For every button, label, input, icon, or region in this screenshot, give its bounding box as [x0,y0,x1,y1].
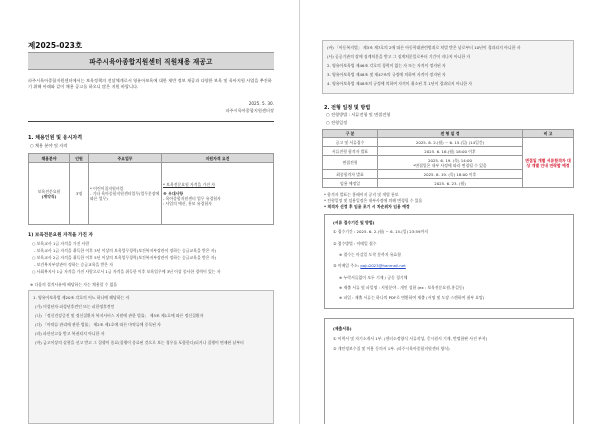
col-header-schedule: 전 형 일 정 [378,130,523,138]
col-header-count: 인원 [70,154,89,163]
disqualification-item: (가) 미성년자·피성년후견인 또는 피한정후견인 [35,304,115,309]
schedule-note: * 합격자 발표는 홈페이지 공지 및 개별 통보 [324,192,399,197]
schedule-date-cell [378,156,523,170]
application-note: ※ 제출 서류 및 파일명 : 지원분야 - 개인 성함 (ex : 보육전문요원-홍길동) [339,285,465,290]
organization-name: 파주시육아종합지원센터장 [225,108,274,113]
document-item: ② 개인정보수집 및 이용 동의서 1부. (파주시육아종합지원센터 양식) [333,346,450,351]
schedule-stage: 최종합격자 발표 [323,170,378,179]
duties-cell [89,163,162,225]
col-header-qualifications: 지원자격 요건 [162,154,274,163]
disqualification-title: ※ 다음의 결격사유에 해당하는 자는 채용할 수 없음 [30,282,118,287]
qualification-line: ○ 사회복지사 1급 자격을 가진 사람으로서 1급 자격을 취득한 이후 보육업무에 3년 이상 종사한 경력이 있는 자 [32,269,221,274]
documents-box [324,318,574,424]
disqualification-item: 1. 영유아보육법 제20조 각호의 어느 하나에 해당하는 자 [33,295,130,300]
schedule-stage: 서류전형 합격자 발표 [323,147,378,156]
schedule-subtitle: ○ 전형일정 [326,120,348,125]
schedule-date: 2025. 6. 19. (목) 18:00 이후 [378,170,523,179]
divider [28,121,274,122]
col-header-category: 구 분 [323,130,378,138]
schedule-date: 2025. 6. 2.(월) ~ 6. 15.(일) (14일간) [378,138,523,147]
preference-line: - 육아종합지원센터 업무 유경험자 [163,195,221,201]
qualification-title: 1) 보육전문요원 자격을 가진 자 [28,233,93,238]
application-box [324,214,574,309]
preference-title: ※ 우대사항 [163,190,184,196]
qualifications-cell [162,163,274,225]
qualification-line: - 보건복지부장관이 정하는 승급교육을 받은 자 [34,262,113,267]
disqualification-item: (마) 금고이상의 실형을 선고 받고 그 집행이 종료(집행이 종료된 것으로 보는 경우를 포함한다)되거나 집행이 면제된 날부터 [35,340,244,345]
schedule-stage: 임용 예정일 [323,179,378,188]
disqualification-item: 4. 영유아보육법 제48조의 규정에 의하여 자격이 취소된 후 1년이 경과되지 아니한 자 [327,81,473,86]
schedule-date: 2025. 6. 19. (목) 14:00 [428,157,472,163]
disqualification-item: (바) 「아동복지법」 제3조 제7호의 2에 따른 아동학대관련범죄로 처벌 받은 날로부터 10년이 경과되지 아니한 자 [327,45,521,50]
schedule-date: 2025. 6. 16.(월) 18:00 이후 [378,147,523,156]
schedule-table [322,129,574,188]
disqualification-item: (다) 「마약류 관리에 관한 법률」 제2조 제1호에 따른 마약류에 중독된 자 [35,322,161,327]
email-link[interactable]: paju2023@hanmail.net [360,263,406,268]
schedule-remark: 면접일 개별 서류합격자 대상 개별 안내 연락할 예정 [523,138,574,188]
recruit-table [28,153,274,225]
field-type: (계약직) [41,193,57,199]
duty-line: - 기타 육아종합지원센터업무(업무분장에 따른 업무) [90,191,160,201]
document-item: ① 이력서 및 자기소개서 1부. (센터소정양식 서류작성, 응시원서 기재, 반명함판 사진 부착) [333,336,488,341]
documents-title: (제출서류) [333,326,352,331]
col-header-field: 채용분야 [29,154,70,163]
screening-method: ○ 전형방법 : 서류전형 및 면접전형 [326,112,391,117]
field-name: 보육전문요원 [37,188,61,194]
duty-line: * 어린이집지원사업 [90,186,124,191]
schedule-note: * 전형일정 및 임용일정은 내부사정에 의해 변경될 수 있음 [324,198,423,203]
schedule-date: 2025. 6. 23. (월) [378,179,523,188]
disqualification-continued-box [322,40,574,94]
application-line: ② 접수방법 : 이메일 접수 [333,241,377,246]
qualification-line: ○ 보육교사 1급 자격을 가진 사람 [32,241,90,246]
document-title: 파주시육아종합지원센터 직원채용 재공고 [28,52,274,70]
application-note: ※ 접수는 마감일 도착 분까지 유효함 [339,252,402,257]
disqualification-box [28,290,274,424]
preference-line: : 사업의 예산, 홍보 유경험자 [163,200,212,206]
col-header-duties: 주요업무 [89,154,162,163]
qualification-line: * 보육전문요원 자격을 가진 자 [163,181,215,187]
disqualification-item: (라) 파산선고를 받고 복권되지 아니한 자 [35,331,105,336]
email-label: ③ 이메일 주소: [333,263,361,268]
application-note: ※ 누락서류없이 모두 기재 / 공동 경기체 [339,275,408,280]
qualification-line: ○ 보육교사 2급 자격을 취득한 이후 5년 이상의 보육업무경력(보건복지부장관이 정하는 승급교육을 받은 자) [32,255,217,260]
intro-paragraph: 파주시육아종합지원센터에서는 보육정책의 전달체계로서 영유아보육에 대한 제반 정보 제공과 다양한 보육 및 육아지원 사업을 추진하기 위해 아래와 같이 채용 공고를 하오니 많은 지원 바랍니다. [28,78,272,90]
schedule-note: *면접일은 내부 사정에 따라 변경될 수 있음 [413,162,487,168]
section-1-subtitle: ○ 채용 분야 및 자격 [30,143,68,148]
section-1-title: 1. 채용인원 및 응시자격 [28,135,83,141]
disqualification-item: 3. 영유아보육법 제48조 및 제47조의 규정에 의하여 자격이 정지된 자 [327,72,446,77]
application-note: ※ 파일 : 제출 서류는 하나의 PDF로 변환하여 제출 (서명 및 도장 스캔하여 첨부 요망) [339,295,485,300]
document-number: 제2025-023호 [28,41,83,50]
announcement-date: 2025. 5. 30. [248,101,274,106]
section-2-title: 2. 전형 일정 및 방법 [324,105,371,111]
disqualification-item: 2. 영유아보육법 제46조 각호의 경력이 없는 자 또는 자격이 정지된 자 [327,63,446,68]
disqualification-item: (나) 「정신건강증진 및 정신질환자 복지서비스 지원에 관한 법률」 제3조 제1호에 따른 정신질환자 [35,313,204,318]
count-cell: 3명 [70,163,89,225]
schedule-stage: 공고 및 서류접수 [323,138,378,147]
right-page [300,0,600,424]
schedule-note: * 적격자 선정 후 임용 포기 시 차순위자 임용 예정 [324,204,410,209]
application-title: (서류 접수기간 및 방법) [333,220,375,225]
schedule-stage: 면접전형 [323,156,378,170]
email-line [333,263,406,268]
application-line: ① 접수기간 : 2025. 6. 2.(월) ~ 6. 15.(일) 23:59까지 [333,229,429,234]
qualification-line: - 보육교사 1급 자격을 취득한 이후 3년 이상의 보육업무경력(보건복지부장관이 정하는 승급교육을 받은 자) [34,248,217,253]
field-cell [29,163,70,225]
col-header-remark: 비 고 [523,130,574,138]
disqualification-item: (사) 공공기관의 장에 징계처분을 받고 그 징계처분일로부터 기간이 지나지 아니한 자 [327,54,471,59]
